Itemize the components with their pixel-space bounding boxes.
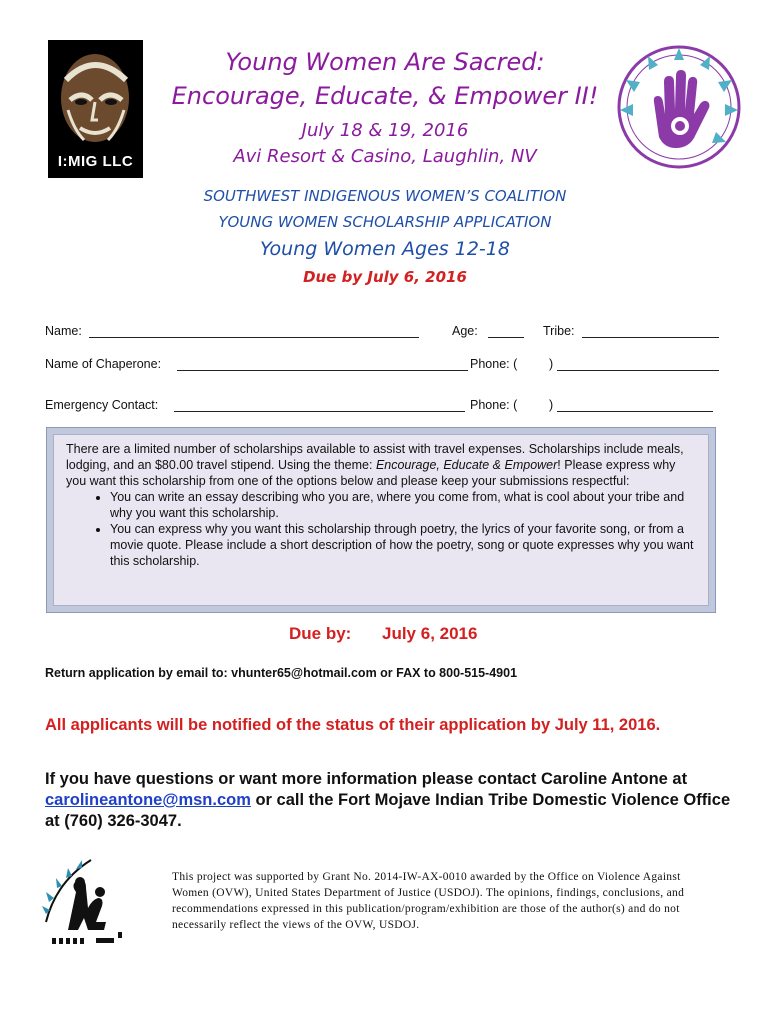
tribe-label: Tribe: [543,324,575,338]
return-instructions: Return application by email to: vhunter65@hotmail.com or FAX to 800-515-4901 [45,666,518,680]
imig-logo-label: I:MIG LLC [57,153,134,170]
tribe-field[interactable] [582,326,719,338]
event-dates: July 18 & 19, 2016 [301,120,469,141]
emergency-phone-label: Phone: ( [470,398,518,412]
scholarship-options-list [66,489,696,569]
emergency-contact-label: Emergency Contact: [45,398,159,412]
due-by-label: Due by: [289,624,352,643]
contact-email-link[interactable]: carolineantone@msn.com [45,791,251,809]
notification-notice: All applicants will be notified of the status of their application by July 11, 2016. [45,716,661,734]
emergency-phone-field[interactable] [557,400,713,412]
age-field[interactable] [488,326,524,338]
chaperone-phone-field[interactable] [557,359,719,371]
scholarship-info-content [53,434,709,606]
coalition-emblem-icon [36,852,136,952]
chaperone-label: Name of Chaperone: [45,357,162,371]
chaperone-phone-label: Phone: ( [470,357,518,371]
event-location: Avi Resort & Casino, Laughlin, NV [233,146,537,167]
due-date-header: Due by July 6, 2016 [303,268,467,286]
chaperone-field[interactable] [177,359,468,371]
event-title-line1: Young Women Are Sacred: [225,48,545,76]
due-by-date: July 6, 2016 [382,624,478,643]
coalition-logo [36,852,136,952]
scholarship-info-box [46,427,716,613]
organization-name: SOUTHWEST INDIGENOUS WOMEN’S COALITION [203,187,567,205]
chaperone-phone-paren: ) [549,357,554,371]
name-field[interactable] [89,326,419,338]
theme-text: Encourage, Educate & Empower [375,458,558,472]
name-label: Name: [45,324,82,338]
grant-disclaimer: This project was supported by Grant No. 2014-IW-AX-0010 awarded by the Office on Violence Against Women (OVW), United States Department of Justice (USDOJ). The opinions, findings, conclusions, and recommendations expressed in this publication/program/exhibition are those of the author(s) and do not necessarily reflect the views of the OVW, USDOJ. [172,871,685,931]
age-range: Young Women Ages 12-18 [260,238,510,260]
application-title: YOUNG WOMEN SCHOLARSHIP APPLICATION [218,213,552,231]
option-poetry: • You can express why you want this scholarship through poetry, the lyrics of your favorite song, or from a movie quote. Please include a short description of how the poetry, song or quote expresses why you want this scholarship. [110,521,696,569]
scholarship-intro: There are a limited number of scholarships available to assist with travel expenses. Scholarships include meals, lodging, and an $80.00 travel stipend. Using the theme: Encourage, Educate & Empower! Please express why you want this scholarship from one of the options below and please keep your submissions respectful: [66,442,684,488]
emergency-contact-field[interactable] [174,400,465,412]
contact-info: If you have questions or want more information please contact Caroline Antone at carolineantone@msn.com or call the Fort Mojave Indian Tribe Domestic Violence Office at (760) 326-3047. [45,770,731,830]
age-label: Age: [452,324,478,338]
option-essay: • You can write an essay describing who you are, where you come from, what is cool about your tribe and why you want this scholarship. [110,489,696,521]
event-title-line2: Encourage, Educate, & Empower II! [171,82,599,110]
emergency-phone-paren: ) [549,398,554,412]
